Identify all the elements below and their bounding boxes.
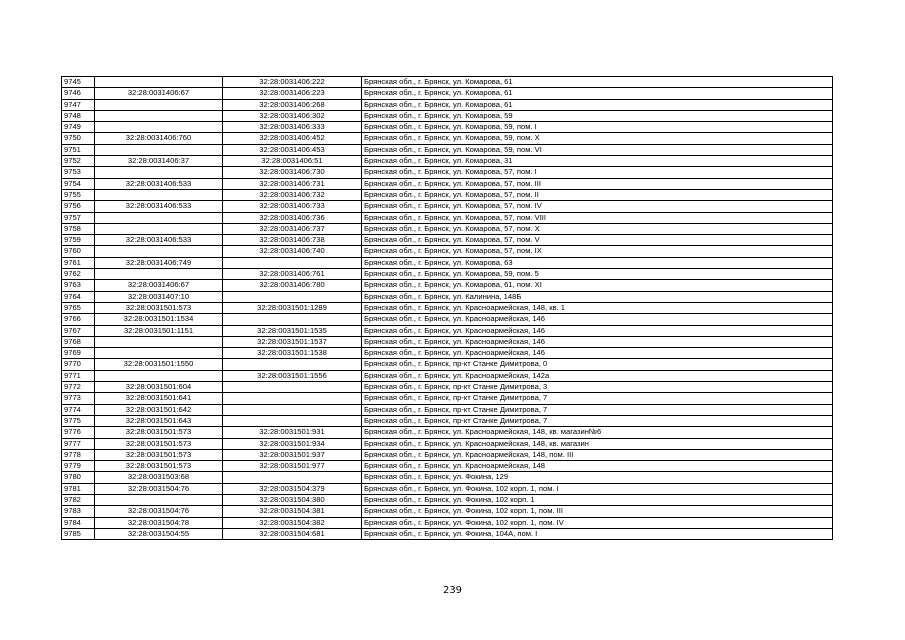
table-row [62, 483, 833, 494]
address-cell: Брянская обл., г. Брянск, ул. Красноармейская, 148, кв. магазин№6 [362, 427, 833, 438]
object-cadastral-cell: 32:28:0031406:730 [223, 167, 362, 178]
table-row [62, 528, 833, 539]
address-cell: Брянская обл., г. Брянск, ул. Красноармейская, 148, кв. магазин [362, 438, 833, 449]
object-cadastral-cell: 32:28:0031501:977 [223, 461, 362, 472]
address-cell: Брянская обл., г. Брянск, ул. Красноармейская, 148 [362, 461, 833, 472]
table-row [62, 382, 833, 393]
table-row [62, 506, 833, 517]
object-cadastral-cell: 32:28:0031406:780 [223, 280, 362, 291]
object-cadastral-cell [223, 404, 362, 415]
land-plot-cadastral-cell: 32:28:0031406:533 [95, 235, 223, 246]
object-cadastral-cell: 32:28:0031501:1535 [223, 325, 362, 336]
row-number-cell: 9770 [62, 359, 95, 370]
land-plot-cadastral-cell [95, 370, 223, 381]
row-number-cell: 9750 [62, 133, 95, 144]
row-number-cell: 9767 [62, 325, 95, 336]
land-plot-cadastral-cell [95, 99, 223, 110]
object-cadastral-cell: 32:28:0031406:223 [223, 88, 362, 99]
land-plot-cadastral-cell: 32:28:0031406:67 [95, 88, 223, 99]
land-plot-cadastral-cell: 32:28:0031503:68 [95, 472, 223, 483]
object-cadastral-cell: 32:28:0031501:934 [223, 438, 362, 449]
object-cadastral-cell: 32:28:0031504:681 [223, 528, 362, 539]
page-number: 239 [442, 585, 463, 596]
property-register-table [61, 76, 833, 540]
table-row [62, 291, 833, 302]
address-cell: Брянская обл., г. Брянск, ул. Фокина, 102 корп. 1, пом. I [362, 483, 833, 494]
land-plot-cadastral-cell [95, 77, 223, 88]
land-plot-cadastral-cell [95, 348, 223, 359]
table-row [62, 246, 833, 257]
land-plot-cadastral-cell: 32:28:0031406:760 [95, 133, 223, 144]
row-number-cell: 9771 [62, 370, 95, 381]
row-number-cell: 9764 [62, 291, 95, 302]
table-row [62, 201, 833, 212]
table-row [62, 472, 833, 483]
object-cadastral-cell: 32:28:0031406:452 [223, 133, 362, 144]
table-row [62, 449, 833, 460]
table-row [62, 370, 833, 381]
land-plot-cadastral-cell: 32:28:0031501:604 [95, 382, 223, 393]
row-number-cell: 9785 [62, 528, 95, 539]
object-cadastral-cell: 32:28:0031504:382 [223, 517, 362, 528]
land-plot-cadastral-cell: 32:28:0031501:573 [95, 461, 223, 472]
row-number-cell: 9774 [62, 404, 95, 415]
row-number-cell: 9763 [62, 280, 95, 291]
table-row [62, 359, 833, 370]
table-body [62, 77, 833, 540]
row-number-cell: 9757 [62, 212, 95, 223]
table-row [62, 348, 833, 359]
table-row [62, 178, 833, 189]
table-row [62, 144, 833, 155]
object-cadastral-cell: 32:28:0031406:333 [223, 122, 362, 133]
object-cadastral-cell: 32:28:0031504:379 [223, 483, 362, 494]
table-row [62, 156, 833, 167]
row-number-cell: 9755 [62, 189, 95, 200]
address-cell: Брянская обл., г. Брянск, ул. Комарова, 57, пом. II [362, 189, 833, 200]
row-number-cell: 9783 [62, 506, 95, 517]
land-plot-cadastral-cell: 32:28:0031406:67 [95, 280, 223, 291]
object-cadastral-cell [223, 472, 362, 483]
object-cadastral-cell: 32:28:0031406:268 [223, 99, 362, 110]
address-cell: Брянская обл., г. Брянск, ул. Комарова, 59, пом. I [362, 122, 833, 133]
row-number-cell: 9758 [62, 223, 95, 234]
row-number-cell: 9775 [62, 415, 95, 426]
address-cell: Брянская обл., г. Брянск, ул. Комарова, 59, пом. VI [362, 144, 833, 155]
row-number-cell: 9753 [62, 167, 95, 178]
address-cell: Брянская обл., г. Брянск, ул. Комарова, 57, пом. VIII [362, 212, 833, 223]
row-number-cell: 9782 [62, 494, 95, 505]
row-number-cell: 9746 [62, 88, 95, 99]
object-cadastral-cell [223, 314, 362, 325]
row-number-cell: 9760 [62, 246, 95, 257]
object-cadastral-cell [223, 415, 362, 426]
row-number-cell: 9751 [62, 144, 95, 155]
table-row [62, 189, 833, 200]
address-cell: Брянская обл., г. Брянск, ул. Комарова, 59, пом. 5 [362, 269, 833, 280]
table-row [62, 325, 833, 336]
land-plot-cadastral-cell: 32:28:0031501:573 [95, 449, 223, 460]
address-cell: Брянская обл., г. Брянск, ул. Комарова, 57, пом. III [362, 178, 833, 189]
object-cadastral-cell: 32:28:0031501:937 [223, 449, 362, 460]
table-row [62, 302, 833, 313]
land-plot-cadastral-cell: 32:28:0031501:1151 [95, 325, 223, 336]
address-cell: Брянская обл., г. Брянск, пр-кт Станке Димитрова, 7 [362, 415, 833, 426]
table-row [62, 280, 833, 291]
table-row [62, 167, 833, 178]
address-cell: Брянская обл., г. Брянск, ул. Красноармейская, 146 [362, 336, 833, 347]
row-number-cell: 9756 [62, 201, 95, 212]
row-number-cell: 9781 [62, 483, 95, 494]
row-number-cell: 9766 [62, 314, 95, 325]
row-number-cell: 9772 [62, 382, 95, 393]
land-plot-cadastral-cell [95, 110, 223, 121]
land-plot-cadastral-cell: 32:28:0031501:1550 [95, 359, 223, 370]
object-cadastral-cell [223, 393, 362, 404]
address-cell: Брянская обл., г. Брянск, ул. Комарова, 63 [362, 257, 833, 268]
land-plot-cadastral-cell: 32:28:0031406:37 [95, 156, 223, 167]
address-cell: Брянская обл., г. Брянск, ул. Комарова, 57, пом. X [362, 223, 833, 234]
address-cell: Брянская обл., г. Брянск, ул. Красноармейская, 148, пом. III [362, 449, 833, 460]
object-cadastral-cell: 32:28:0031406:737 [223, 223, 362, 234]
address-cell: Брянская обл., г. Брянск, пр-кт Станке Димитрова, 7 [362, 404, 833, 415]
table-row [62, 427, 833, 438]
land-plot-cadastral-cell [95, 122, 223, 133]
address-cell: Брянская обл., г. Брянск, пр-кт Станке Димитрова, 7 [362, 393, 833, 404]
land-plot-cadastral-cell: 32:28:0031406:533 [95, 178, 223, 189]
address-cell: Брянская обл., г. Брянск, ул. Комарова, 57, пом. V [362, 235, 833, 246]
row-number-cell: 9780 [62, 472, 95, 483]
address-cell: Брянская обл., г. Брянск, ул. Комарова, 61, пом. XI [362, 280, 833, 291]
table-row [62, 461, 833, 472]
object-cadastral-cell [223, 382, 362, 393]
object-cadastral-cell: 32:28:0031406:222 [223, 77, 362, 88]
land-plot-cadastral-cell: 32:28:0031501:643 [95, 415, 223, 426]
table-row [62, 269, 833, 280]
row-number-cell: 9752 [62, 156, 95, 167]
object-cadastral-cell [223, 291, 362, 302]
row-number-cell: 9779 [62, 461, 95, 472]
row-number-cell: 9745 [62, 77, 95, 88]
table-row [62, 223, 833, 234]
table-row [62, 494, 833, 505]
address-cell: Брянская обл., г. Брянск, ул. Фокина, 129 [362, 472, 833, 483]
land-plot-cadastral-cell [95, 144, 223, 155]
land-plot-cadastral-cell [95, 212, 223, 223]
address-cell: Брянская обл., г. Брянск, ул. Калинина, 148Б [362, 291, 833, 302]
address-cell: Брянская обл., г. Брянск, ул. Комарова, 61 [362, 99, 833, 110]
object-cadastral-cell: 32:28:0031501:1537 [223, 336, 362, 347]
row-number-cell: 9765 [62, 302, 95, 313]
row-number-cell: 9773 [62, 393, 95, 404]
row-number-cell: 9777 [62, 438, 95, 449]
land-plot-cadastral-cell: 32:28:0031501:573 [95, 427, 223, 438]
row-number-cell: 9784 [62, 517, 95, 528]
land-plot-cadastral-cell: 32:28:0031504:76 [95, 506, 223, 517]
row-number-cell: 9749 [62, 122, 95, 133]
table-row [62, 122, 833, 133]
land-plot-cadastral-cell: 32:28:0031501:1534 [95, 314, 223, 325]
object-cadastral-cell: 32:28:0031501:1556 [223, 370, 362, 381]
table-row [62, 133, 833, 144]
address-cell: Брянская обл., г. Брянск, ул. Комарова, 61 [362, 77, 833, 88]
address-cell: Брянская обл., г. Брянск, пр-кт Станке Димитрова, 0 [362, 359, 833, 370]
address-cell: Брянская обл., г. Брянск, ул. Красноармейская, 142а [362, 370, 833, 381]
address-cell: Брянская обл., г. Брянск, ул. Фокина, 104А, пом. I [362, 528, 833, 539]
row-number-cell: 9778 [62, 449, 95, 460]
object-cadastral-cell: 32:28:0031406:453 [223, 144, 362, 155]
row-number-cell: 9747 [62, 99, 95, 110]
address-cell: Брянская обл., г. Брянск, ул. Комарова, 31 [362, 156, 833, 167]
object-cadastral-cell: 32:28:0031406:302 [223, 110, 362, 121]
land-plot-cadastral-cell [95, 246, 223, 257]
row-number-cell: 9761 [62, 257, 95, 268]
address-cell: Брянская обл., г. Брянск, ул. Красноармейская, 146 [362, 325, 833, 336]
land-plot-cadastral-cell: 32:28:0031501:641 [95, 393, 223, 404]
table-row [62, 99, 833, 110]
object-cadastral-cell: 32:28:0031504:380 [223, 494, 362, 505]
land-plot-cadastral-cell: 32:28:0031501:573 [95, 302, 223, 313]
land-plot-cadastral-cell [95, 223, 223, 234]
table-row [62, 212, 833, 223]
land-plot-cadastral-cell [95, 189, 223, 200]
row-number-cell: 9759 [62, 235, 95, 246]
object-cadastral-cell: 32:28:0031406:738 [223, 235, 362, 246]
object-cadastral-cell: 32:28:0031501:931 [223, 427, 362, 438]
address-cell: Брянская обл., г. Брянск, ул. Комарова, 57, пом. IV [362, 201, 833, 212]
row-number-cell: 9762 [62, 269, 95, 280]
table-row [62, 257, 833, 268]
table-row [62, 393, 833, 404]
object-cadastral-cell: 32:28:0031406:732 [223, 189, 362, 200]
object-cadastral-cell: 32:28:0031406:740 [223, 246, 362, 257]
table-row [62, 336, 833, 347]
object-cadastral-cell: 32:28:0031406:761 [223, 269, 362, 280]
address-cell: Брянская обл., г. Брянск, ул. Комарова, 61 [362, 88, 833, 99]
row-number-cell: 9748 [62, 110, 95, 121]
address-cell: Брянская обл., г. Брянск, пр-кт Станке Димитрова, 3 [362, 382, 833, 393]
table-row [62, 517, 833, 528]
land-plot-cadastral-cell [95, 167, 223, 178]
land-plot-cadastral-cell: 32:28:0031407:10 [95, 291, 223, 302]
land-plot-cadastral-cell: 32:28:0031501:642 [95, 404, 223, 415]
land-plot-cadastral-cell: 32:28:0031504:76 [95, 483, 223, 494]
object-cadastral-cell: 32:28:0031406:51 [223, 156, 362, 167]
table-row [62, 415, 833, 426]
address-cell: Брянская обл., г. Брянск, ул. Фокина, 102 корп. 1, пом. IV [362, 517, 833, 528]
land-plot-cadastral-cell: 32:28:0031406:749 [95, 257, 223, 268]
address-cell: Брянская обл., г. Брянск, ул. Красноармейская, 146 [362, 348, 833, 359]
object-cadastral-cell: 32:28:0031501:1538 [223, 348, 362, 359]
address-cell: Брянская обл., г. Брянск, ул. Комарова, 57, пом. I [362, 167, 833, 178]
table-row [62, 438, 833, 449]
object-cadastral-cell: 32:28:0031501:1289 [223, 302, 362, 313]
address-cell: Брянская обл., г. Брянск, ул. Фокина, 102 корп. 1, пом. III [362, 506, 833, 517]
row-number-cell: 9754 [62, 178, 95, 189]
table-row [62, 314, 833, 325]
address-cell: Брянская обл., г. Брянск, ул. Фокина, 102 корп. 1 [362, 494, 833, 505]
object-cadastral-cell: 32:28:0031406:733 [223, 201, 362, 212]
row-number-cell: 9776 [62, 427, 95, 438]
row-number-cell: 9768 [62, 336, 95, 347]
address-cell: Брянская обл., г. Брянск, ул. Красноармейская, 148, кв. 1 [362, 302, 833, 313]
address-cell: Брянская обл., г. Брянск, ул. Красноармейская, 146 [362, 314, 833, 325]
object-cadastral-cell [223, 257, 362, 268]
table-row [62, 88, 833, 99]
table-row [62, 77, 833, 88]
land-plot-cadastral-cell: 32:28:0031406:533 [95, 201, 223, 212]
land-plot-cadastral-cell: 32:28:0031504:55 [95, 528, 223, 539]
land-plot-cadastral-cell [95, 269, 223, 280]
table-row [62, 404, 833, 415]
object-cadastral-cell: 32:28:0031504:381 [223, 506, 362, 517]
land-plot-cadastral-cell: 32:28:0031504:78 [95, 517, 223, 528]
table-row [62, 110, 833, 121]
address-cell: Брянская обл., г. Брянск, ул. Комарова, 59 [362, 110, 833, 121]
land-plot-cadastral-cell [95, 336, 223, 347]
row-number-cell: 9769 [62, 348, 95, 359]
land-plot-cadastral-cell [95, 494, 223, 505]
object-cadastral-cell: 32:28:0031406:731 [223, 178, 362, 189]
table-row [62, 235, 833, 246]
address-cell: Брянская обл., г. Брянск, ул. Комарова, 57, пом. IX [362, 246, 833, 257]
object-cadastral-cell: 32:28:0031406:736 [223, 212, 362, 223]
address-cell: Брянская обл., г. Брянск, ул. Комарова, 59, пом. X [362, 133, 833, 144]
object-cadastral-cell [223, 359, 362, 370]
land-plot-cadastral-cell: 32:28:0031501:573 [95, 438, 223, 449]
